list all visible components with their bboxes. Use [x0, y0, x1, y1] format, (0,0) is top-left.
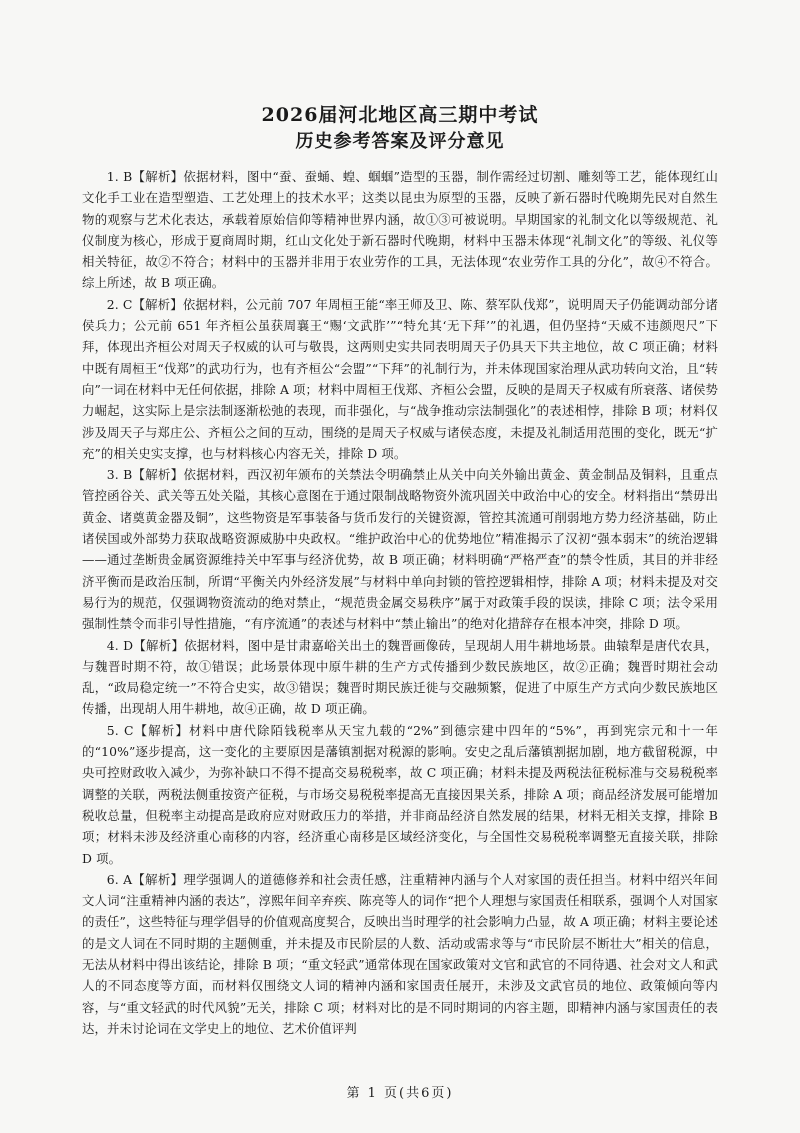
answer-item-2: 2. C【解析】依据材料，公元前 707 年周桓王能“率王师及卫、陈、蔡军队伐郑”，说明周天子仍能调动部分诸侯兵力；公元前 651 年齐桓公虽获周襄王“赐‘文武胙’”“特允其‘无下拜’”的礼遇，但仍坚持“天威不违颜咫尺”下拜，体现出齐桓公对周天子权威的认可与敬畏，这两则史实共同表明周天子仍具天下共主地位，故 C 项正确；材料中既有周桓王“伐郑”的武功行为，也有齐桓公“会盟”“下拜”的礼制行为，并未体现国家治理从武功转向文治，且“转向”一词在材料中无任何依据，排除 A 项；材料中周桓王伐郑、齐桓公会盟，反映的是周天子权威有所衰落、诸侯势力崛起，这实际上是宗法制逐渐松弛的表现，而非强化，与“战争推动宗法制强化”的表述相悖，排除 B 项；材料仅涉及周天子与郑庄公、齐桓公之间的互动，围绕的是周天子权威与诸侯态度，未提及礼制适用范围的变化，既无“扩充”的相关史实支撑，也与材料核心内容无关，排除 D 项。: [82, 296, 718, 461]
answer-item-3: 3. B【解析】依据材料，西汉初年颁布的关禁法令明确禁止从关中向关外输出黄金、黄金制品及铜料，且重点管控函谷关、武关等五处关隘，其核心意图在于通过限制战略物资外流巩固关中政治中心的安全。材料指出“禁毋出黄金、诸奠黄金器及铜”，这些物资是军事装备与货币发行的关键资源，管控其流通可削弱地方势力经济基础，防止诸侯国或外部势力获取战略资源威胁中央政权。“维护政治中心的优势地位”精准揭示了汉初“强本弱末”的统治逻辑——通过垄断贵金属资源维持关中军事与经济优势，故 B 项正确；材料明确“严格严查”的禁令性质，其目的并非经济平衡而是政治压制，所谓“平衡关内外经济发展”与材料中单向封锁的管控逻辑相悖，排除 A 项；材料未提及对交易行为的规范，仅强调物资流动的绝对禁止，“规范贵金属交易秩序”属于对政策手段的误读，排除 C 项；法令采用强制性禁令而非引导性措施，“有序流通”的表述与材料中“禁止输出”的绝对化措辞存在根本冲突，排除 D 项。: [82, 467, 718, 632]
document-subtitle: 历史参考答案及评分意见: [295, 131, 505, 152]
answer-item-4: 4. D【解析】依据材料，图中是甘肃嘉峪关出土的魏晋画像砖，呈现胡人用牛耕地场景。曲辕犁是唐代农具，与魏晋时期不符，故①错误；此场景体现中原牛耕的生产方式传播到少数民族地区，故②正确；魏晋时期社会动乱，“政局稳定统一”不符合史实，故③错误；魏晋时期民族迁徙与交融频繁，促进了中原生产方式向少数民族地区传播，出现胡人用牛耕地，故④正确，故 D 项正确。: [82, 637, 718, 717]
answer-item-5: 5. C【解析】材料中唐代除陌钱税率从天宝九载的“2%”到德宗建中四年的“5%”，再到宪宗元和十一年的“10%”逐步提高，这一变化的主要原因是藩镇割据对税源的影响。安史之乱后藩镇割据加剧，地方截留税源，中央可控财政收入减少，为弥补缺口不得不提高交易税税率，故 C 项正确；材料未提及两税法征税标准与交易税税率调整的关联，两税法侧重按资产征税，与市场交易税税率提高无直接因果关系，排除 A 项；商品经济发展可能增加税收总量，但税率主动提高是政府应对财政压力的举措，并非商品经济自然发展的结果，材料无相关支撑，排除 B 项；材料未涉及经济重心南移的内容，经济重心南移是区域经济变化，与全国性交易税税率调整无直接关联，排除 D 项。: [82, 722, 718, 866]
page-footer: 第 1 页(共6页): [346, 1086, 454, 1101]
answer-item-1: 1. B【解析】依据材料，图中“蚕、蚕蛹、蝗、蝈蝈”造型的玉器，制作需经过切割、雕刻等工艺，能体现红山文化手工业在造型塑造、工艺处理上的技术水平；这类以昆虫为原型的玉器，反映了新石器时代晚期先民对自然生物的观察与艺术化表达，承载着原始信仰等精神世界内涵，故①③可被说明。早期国家的礼制文化以等级规范、礼仪制度为核心，形成于夏商周时期，红山文化处于新石器时代晚期，材料中玉器未体现“礼制文化”的等级、礼仪等相关特征，故②不符合；材料中的玉器并非用于农业劳作的工具，无法体现“农业劳作工具的分化”，故④不符合。综上所述，故 B 项正确。: [82, 169, 718, 291]
document-title: 2026届河北地区高三期中考试: [261, 104, 539, 126]
answer-item-6: 6. A【解析】理学强调人的道德修养和社会责任感，注重精神内涵与个人对家国的责任担当。材料中绍兴年间文人词“注重精神内涵的表达”，淳熙年间辛弃疾、陈亮等人的词作“把个人理想与家国责任相联系，强调个人对国家的责任”，这些特征与理学倡导的价值观高度契合，反映出当时理学的社会影响力凸显，故 A 项正确；材料主要论述的是文人词在不同时期的主题侧重，并未提及市民阶层的人数、活动或需求等与“市民阶层不断壮大”相关的信息，无法从材料中得出该结论，排除 B 项；“重文轻武”通常体现在国家政策对文官和武官的不同待遇、社会对文人和武人的不同态度等方面，而材料仅围绕文人词的精神内涵和家国责任展开，未涉及文武官员的地位、政策倾向等内容，与“重文轻武的时代风貌”无关，排除 C 项；材料对比的是不同时期词的内容主题，即精神内涵与家国责任的表达，并未讨论词在文学史上的地位、艺术价值评判: [82, 871, 718, 1036]
